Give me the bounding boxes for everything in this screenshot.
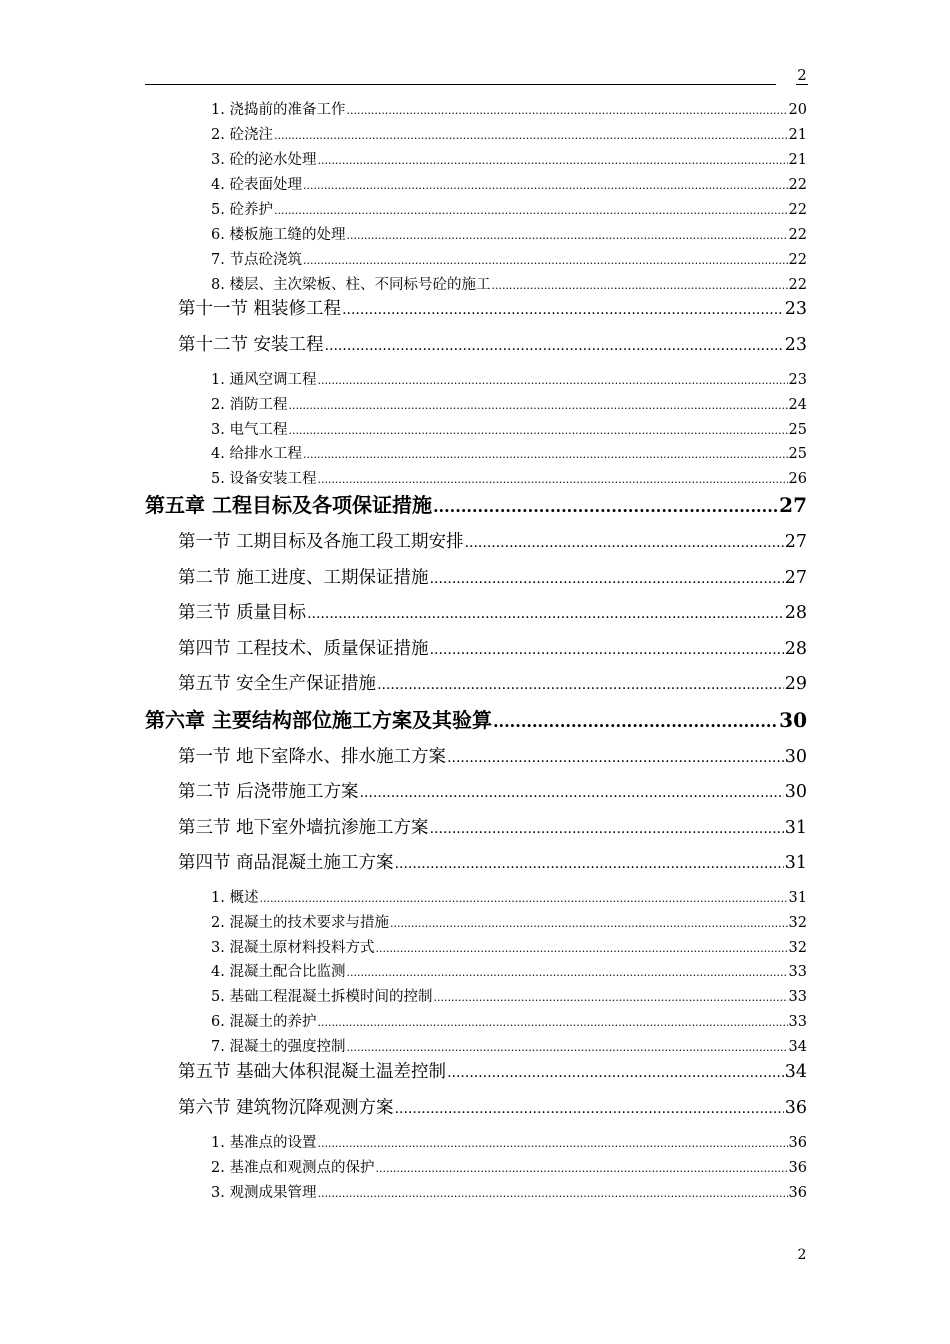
toc-entry[interactable] <box>178 1060 807 1085</box>
toc-page: 21 <box>788 152 807 168</box>
toc-page: 22 <box>788 277 807 293</box>
toc-page: 36 <box>788 1185 807 1201</box>
toc-page: 20 <box>788 102 807 118</box>
toc-page: 32 <box>788 915 807 931</box>
toc-entry[interactable] <box>211 913 807 934</box>
toc-leader <box>447 1060 784 1085</box>
toc-entry[interactable] <box>178 333 807 358</box>
toc-entry[interactable] <box>211 100 807 121</box>
toc-page: 26 <box>788 471 807 487</box>
toc-entry[interactable] <box>211 987 807 1008</box>
toc-title: 6. 楼板施工缝的处理 <box>211 227 346 243</box>
toc-title: 5. 砼养护 <box>211 202 273 218</box>
toc-leader <box>447 745 784 770</box>
toc-entry[interactable] <box>178 1096 807 1121</box>
toc-page: 30 <box>784 782 807 802</box>
toc-title: 3. 砼的泌水处理 <box>211 152 317 168</box>
toc-entry[interactable] <box>178 745 807 770</box>
toc-entry[interactable] <box>178 601 807 626</box>
toc-leader <box>317 1183 787 1204</box>
toc-leader <box>342 297 784 322</box>
toc-title: 第一节 工期目标及各施工段工期安排 <box>178 532 464 552</box>
toc-leader <box>259 888 787 909</box>
toc-page: 32 <box>788 940 807 956</box>
toc-title: 1. 概述 <box>211 890 259 906</box>
toc-leader <box>346 962 787 983</box>
toc-page: 33 <box>788 1014 807 1030</box>
toc-page: 36 <box>788 1160 807 1176</box>
toc-leader <box>307 601 784 626</box>
toc-title: 3. 观测成果管理 <box>211 1185 317 1201</box>
toc-title: 第十二节 安装工程 <box>178 335 324 355</box>
toc-title: 7. 混凝土的强度控制 <box>211 1039 346 1055</box>
toc-leader <box>346 100 787 121</box>
toc-title: 4. 砼表面处理 <box>211 177 302 193</box>
toc-leader <box>317 1133 787 1154</box>
header-page-number: 2 <box>797 66 807 84</box>
toc-title: 1. 通风空调工程 <box>211 372 317 388</box>
toc-entry[interactable] <box>211 175 807 196</box>
toc-title: 2. 混凝土的技术要求与措施 <box>211 915 389 931</box>
toc-title: 7. 节点砼浇筑 <box>211 252 302 268</box>
toc-chapter-entry[interactable] <box>145 707 807 735</box>
toc-title: 1. 浇捣前的准备工作 <box>211 102 346 118</box>
toc-title: 1. 基准点的设置 <box>211 1135 317 1151</box>
toc-entry[interactable] <box>211 469 807 490</box>
toc-title: 第四节 商品混凝土施工方案 <box>178 853 394 873</box>
toc-leader <box>395 851 784 876</box>
toc-chapter-entry[interactable] <box>145 492 807 520</box>
toc-title: 2. 基准点和观测点的保护 <box>211 1160 375 1176</box>
toc-leader <box>346 1037 787 1058</box>
toc-page: 28 <box>784 639 807 659</box>
toc-entry[interactable] <box>211 1037 807 1058</box>
toc-page: 33 <box>788 989 807 1005</box>
toc-leader <box>375 1158 787 1179</box>
toc-title: 第五章 工程目标及各项保证措施 <box>145 493 432 517</box>
toc-leader <box>317 469 787 490</box>
toc-title: 第十一节 粗装修工程 <box>178 299 342 319</box>
toc-leader <box>317 1012 787 1033</box>
toc-title: 第一节 地下室降水、排水施工方案 <box>178 747 447 767</box>
toc-leader <box>303 175 788 196</box>
toc-leader <box>433 987 787 1008</box>
toc-entry[interactable] <box>211 888 807 909</box>
toc-page: 30 <box>784 747 807 767</box>
toc-entry[interactable] <box>211 1183 807 1204</box>
toc-leader <box>433 492 778 520</box>
toc-entry[interactable] <box>211 250 807 271</box>
toc-page: 25 <box>788 422 807 438</box>
header-rule <box>145 84 776 85</box>
toc-page: 27 <box>779 493 807 517</box>
toc-title: 第六节 建筑物沉降观测方案 <box>178 1098 394 1118</box>
toc-title: 第五节 基础大体积混凝土温差控制 <box>178 1062 447 1082</box>
toc-entry[interactable] <box>211 370 807 391</box>
toc-leader <box>360 780 784 805</box>
toc-entry[interactable] <box>178 566 807 591</box>
toc-leader <box>395 1096 784 1121</box>
toc-title: 第六章 主要结构部位施工方案及其验算 <box>145 708 492 732</box>
toc-page: 22 <box>788 177 807 193</box>
toc-title: 第二节 施工进度、工期保证措施 <box>178 568 429 588</box>
toc-entry[interactable] <box>178 530 807 555</box>
footer-page-number: 2 <box>797 1247 807 1263</box>
toc-entry[interactable] <box>178 297 807 322</box>
toc-leader <box>288 395 787 416</box>
toc-page: 36 <box>784 1098 807 1118</box>
toc-entry[interactable] <box>178 637 807 662</box>
toc-title: 第四节 工程技术、质量保证措施 <box>178 639 429 659</box>
toc-page: 34 <box>784 1062 807 1082</box>
toc-leader <box>430 637 784 662</box>
toc-page: 27 <box>784 568 807 588</box>
toc-entry[interactable] <box>211 938 807 959</box>
toc-page: 27 <box>784 532 807 552</box>
toc-page: 31 <box>784 818 807 838</box>
toc-entry[interactable] <box>211 395 807 416</box>
toc-title: 5. 设备安装工程 <box>211 471 317 487</box>
toc-page: 36 <box>788 1135 807 1151</box>
toc-page: 31 <box>784 853 807 873</box>
toc-page: 23 <box>788 372 807 388</box>
toc-title: 2. 砼浇注 <box>211 127 273 143</box>
toc-title: 4. 混凝土配合比监测 <box>211 964 346 980</box>
toc-page: 28 <box>784 603 807 623</box>
toc-title: 3. 电气工程 <box>211 422 288 438</box>
toc-title: 5. 基础工程混凝土拆模时间的控制 <box>211 989 433 1005</box>
toc-page: 24 <box>788 397 807 413</box>
toc-leader <box>430 816 784 841</box>
toc-leader <box>390 913 788 934</box>
toc-leader <box>377 672 784 697</box>
toc-page: 33 <box>788 964 807 980</box>
toc-entry[interactable] <box>211 125 807 146</box>
toc-title: 第三节 地下室外墙抗渗施工方案 <box>178 818 429 838</box>
toc-leader <box>493 707 778 735</box>
toc-page: 25 <box>788 446 807 462</box>
toc-page: 22 <box>788 227 807 243</box>
toc-leader <box>430 566 784 591</box>
toc-entry[interactable] <box>211 275 807 296</box>
toc-entry[interactable] <box>211 225 807 246</box>
toc-page: 23 <box>784 335 807 355</box>
toc-entry[interactable] <box>211 1158 807 1179</box>
toc-title: 4. 给排水工程 <box>211 446 302 462</box>
toc-leader <box>303 250 788 271</box>
toc-page: 29 <box>784 674 807 694</box>
toc-title: 3. 混凝土原材料投料方式 <box>211 940 375 956</box>
toc-page: 21 <box>788 127 807 143</box>
toc-leader <box>288 420 787 441</box>
toc-leader <box>325 333 784 358</box>
toc-title: 2. 消防工程 <box>211 397 288 413</box>
toc-entry[interactable] <box>178 780 807 805</box>
toc-entry[interactable] <box>211 150 807 171</box>
toc-page: 23 <box>784 299 807 319</box>
toc-title: 第二节 后浇带施工方案 <box>178 782 359 802</box>
toc-entry[interactable] <box>211 1012 807 1033</box>
toc-entry[interactable] <box>211 1133 807 1154</box>
toc-leader <box>346 225 787 246</box>
toc-entry[interactable] <box>178 816 807 841</box>
toc-leader <box>465 530 784 555</box>
toc-page: 22 <box>788 202 807 218</box>
toc-leader <box>317 150 787 171</box>
toc-leader <box>491 275 787 296</box>
toc-entry[interactable] <box>211 962 807 983</box>
toc-leader <box>375 938 787 959</box>
toc-title: 6. 混凝土的养护 <box>211 1014 317 1030</box>
toc-entry[interactable] <box>211 444 807 465</box>
toc-page: 22 <box>788 252 807 268</box>
toc-entry[interactable] <box>211 200 807 221</box>
toc-title: 8. 楼层、主次梁板、柱、不同标号砼的施工 <box>211 277 491 293</box>
toc-title: 第三节 质量目标 <box>178 603 307 623</box>
toc-leader <box>274 200 788 221</box>
toc-page: 30 <box>779 708 807 732</box>
toc-page: 34 <box>788 1039 807 1055</box>
toc-entry[interactable] <box>178 851 807 876</box>
toc-leader <box>317 370 787 391</box>
toc-title: 第五节 安全生产保证措施 <box>178 674 377 694</box>
toc-leader <box>303 444 788 465</box>
toc-page: 31 <box>788 890 807 906</box>
toc-entry[interactable] <box>178 672 807 697</box>
toc-leader <box>274 125 788 146</box>
toc-entry[interactable] <box>211 420 807 441</box>
